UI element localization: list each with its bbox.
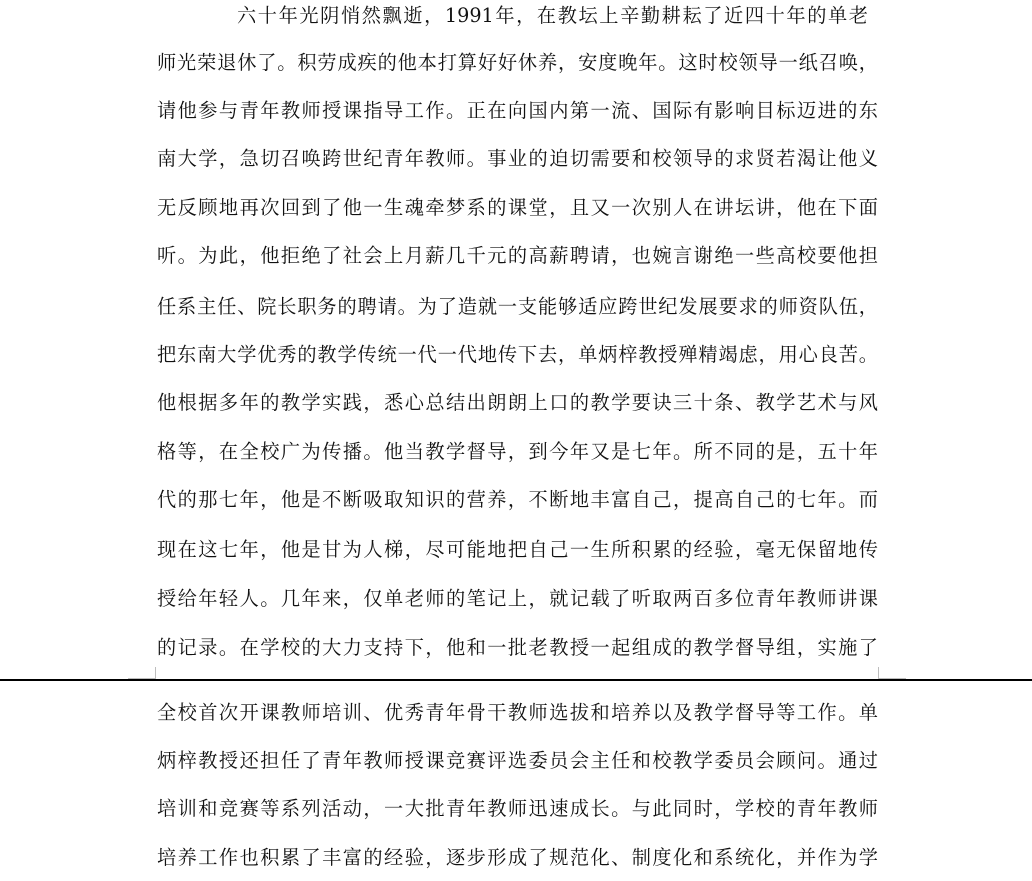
paragraph-line-13: 授给年轻人。几年来，仅单老师的笔记上，就记载了听取两百多位青年教师讲课 [157,587,878,610]
paragraph-line-10: 格等，在全校广为传播。他当教学督导，到今年又是七年。所不同的是，五十年 [157,440,878,463]
paragraph-line-3: 请他参与青年教师授课指导工作。正在向国内第一流、国际有影响目标迈进的东 [157,99,878,122]
paragraph-line-7: 任系主任、院长职务的聘请。为了造就一支能够适应跨世纪发展要求的师资队伍， [157,295,878,318]
page-corner-mark [878,667,906,679]
paragraph-line-8: 把东南大学优秀的教学传统一代一代地传下去，单炳梓教授殚精竭虑，用心良苦。 [157,343,878,366]
paragraph-line-1: 六十年光阴悄然飘逝，1991年，在教坛上辛勤耕耘了近四十年的单老 [237,4,868,27]
paragraph-line-2: 师光荣退休了。积劳成疾的他本打算好好休养，安度晚年。这时校领导一纸召唤， [157,51,878,74]
paragraph-line-5: 无反顾地再次回到了他一生魂牵梦系的课堂，且又一次别人在讲坛讲，他在下面 [157,196,878,219]
page-corner-mark [128,667,156,679]
paragraph-line-14: 的记录。在学校的大力支持下，他和一批老教授一起组成的教学督导组，实施了 [157,636,878,659]
paragraph-line-17: 培训和竞赛等系列活动，一大批青年教师迅速成长。与此同时，学校的青年教师 [157,797,878,820]
paragraph-line-11: 代的那七年，他是不断吸取知识的营养，不断地丰富自己，提高自己的七年。而 [157,488,878,511]
paragraph-line-12: 现在这七年，他是甘为人梯，尽可能地把自己一生所积累的经验，毫无保留地传 [157,538,878,561]
document-page-2 [0,681,1032,881]
paragraph-line-4: 南大学，急切召唤跨世纪青年教师。事业的迫切需要和校领导的求贤若渴让他义 [157,147,878,170]
paragraph-line-15: 全校首次开课教师培训、优秀青年骨干教师选拔和培养以及教学督导等工作。单 [157,701,878,724]
paragraph-line-16: 炳梓教授还担任了青年教师授课竞赛评选委员会主任和校教学委员会顾问。通过 [157,749,878,772]
paragraph-line-18: 培养工作也积累了丰富的经验，逐步形成了规范化、制度化和系统化，并作为学 [157,846,878,869]
paragraph-line-6: 听。为此，他拒绝了社会上月薪几千元的高薪聘请，也婉言谢绝一些高校要他担 [157,244,878,267]
paragraph-line-9: 他根据多年的教学实践，悉心总结出朗朗上口的教学要诀三十条、教学艺术与风 [157,391,878,414]
